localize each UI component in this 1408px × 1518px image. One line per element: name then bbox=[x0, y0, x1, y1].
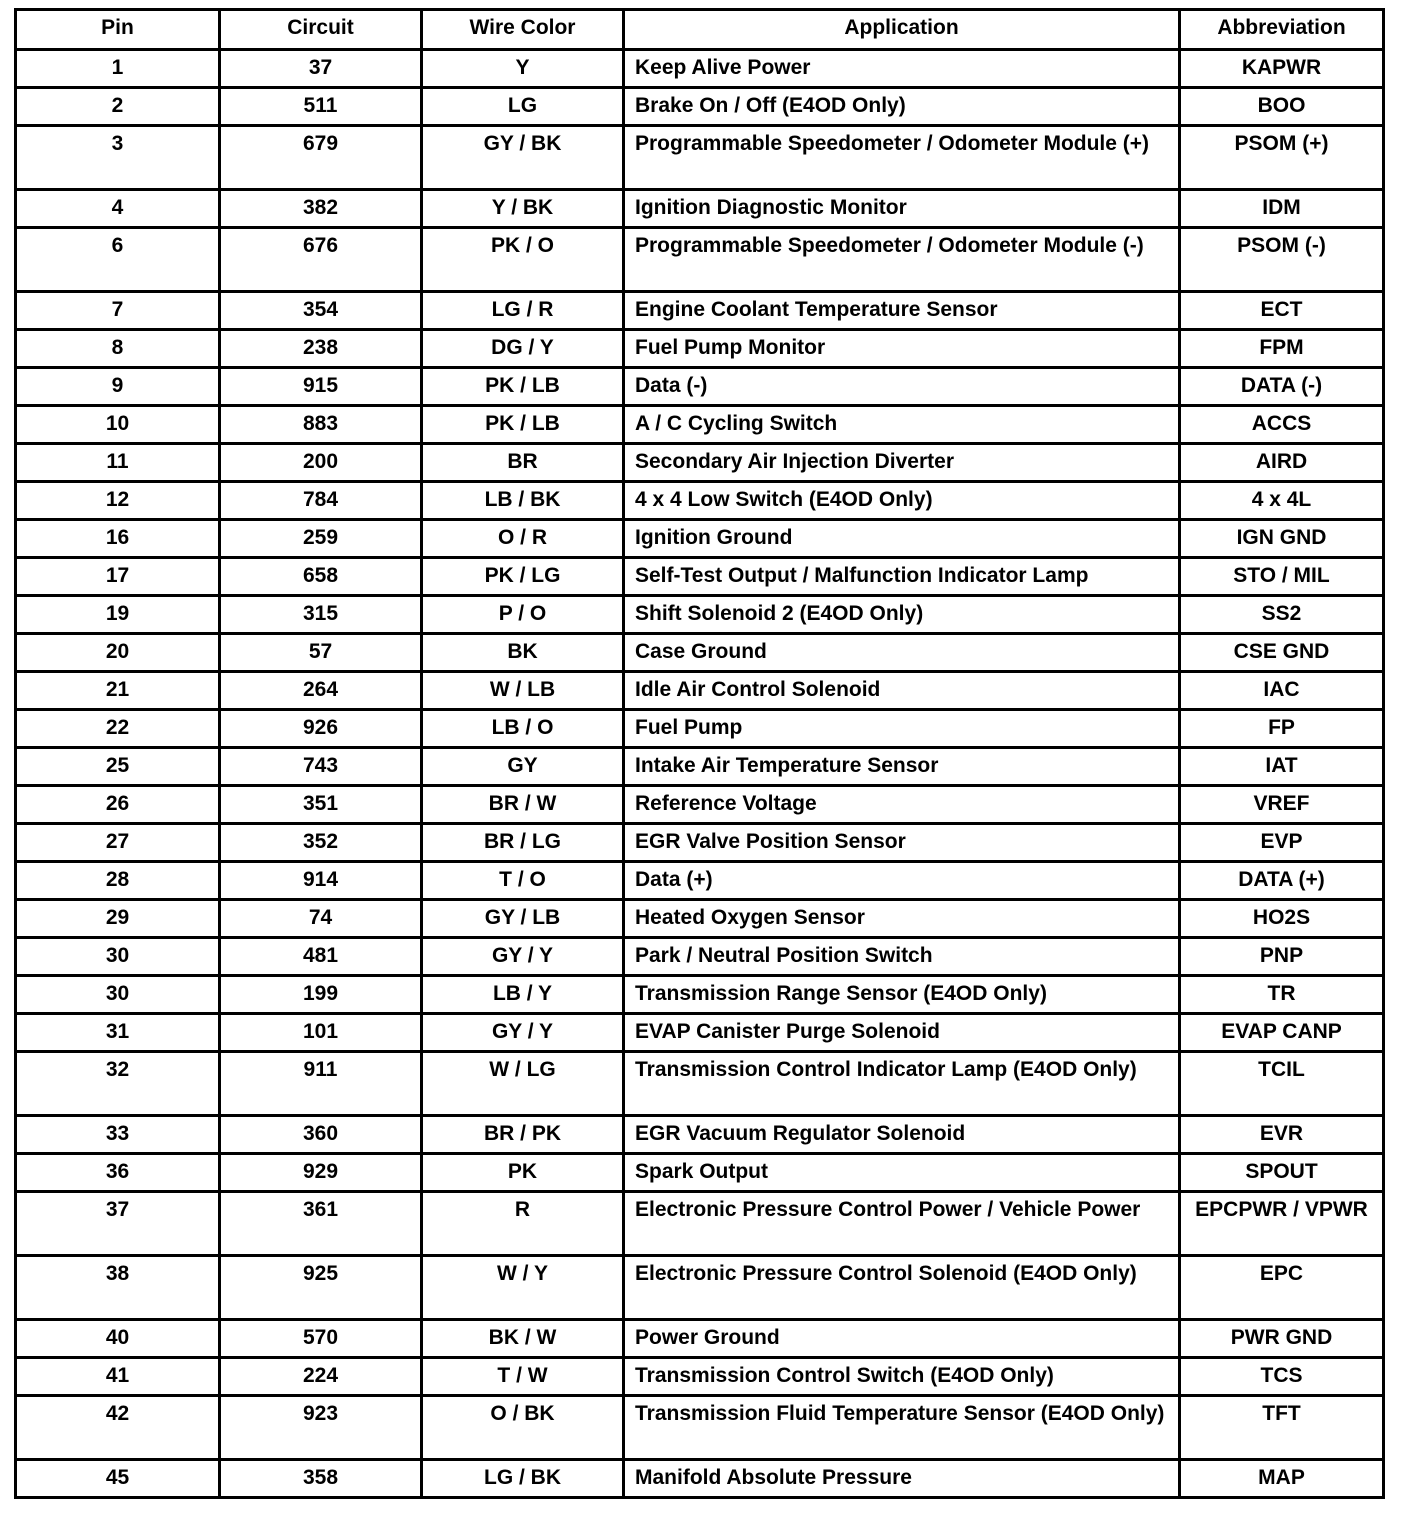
application-cell: Transmission Fluid Temperature Sensor (E4OD Only) bbox=[624, 1396, 1180, 1460]
pin-cell: 12 bbox=[16, 482, 220, 520]
circuit-cell: 259 bbox=[220, 520, 422, 558]
abbreviation-cell: MAP bbox=[1180, 1460, 1384, 1498]
abbreviation-cell: EVP bbox=[1180, 824, 1384, 862]
circuit-cell: 358 bbox=[220, 1460, 422, 1498]
pin-cell: 9 bbox=[16, 368, 220, 406]
table-row bbox=[16, 1014, 1384, 1052]
application-cell: Case Ground bbox=[624, 634, 1180, 672]
pin-cell: 25 bbox=[16, 748, 220, 786]
table-row bbox=[16, 190, 1384, 228]
abbreviation-cell: TCS bbox=[1180, 1358, 1384, 1396]
wire-color-cell: GY / Y bbox=[422, 1014, 624, 1052]
abbreviation-cell: FPM bbox=[1180, 330, 1384, 368]
table-row bbox=[16, 482, 1384, 520]
circuit-cell: 200 bbox=[220, 444, 422, 482]
circuit-cell: 676 bbox=[220, 228, 422, 292]
abbreviation-cell: IAT bbox=[1180, 748, 1384, 786]
application-cell: Electronic Pressure Control Power / Vehicle Power bbox=[624, 1192, 1180, 1256]
wire-color-cell: LG bbox=[422, 88, 624, 126]
circuit-cell: 37 bbox=[220, 50, 422, 88]
table-row bbox=[16, 710, 1384, 748]
header-row bbox=[16, 10, 1384, 50]
circuit-cell: 238 bbox=[220, 330, 422, 368]
application-cell: EVAP Canister Purge Solenoid bbox=[624, 1014, 1180, 1052]
wire-color-cell: P / O bbox=[422, 596, 624, 634]
pin-cell: 45 bbox=[16, 1460, 220, 1498]
application-cell: Programmable Speedometer / Odometer Module (+) bbox=[624, 126, 1180, 190]
application-cell: Programmable Speedometer / Odometer Module (-) bbox=[624, 228, 1180, 292]
pin-cell: 26 bbox=[16, 786, 220, 824]
header-wire-color: Wire Color bbox=[422, 10, 624, 50]
circuit-cell: 784 bbox=[220, 482, 422, 520]
wire-color-cell: LG / BK bbox=[422, 1460, 624, 1498]
pin-cell: 3 bbox=[16, 126, 220, 190]
pin-cell: 11 bbox=[16, 444, 220, 482]
circuit-cell: 101 bbox=[220, 1014, 422, 1052]
application-cell: Ignition Ground bbox=[624, 520, 1180, 558]
application-cell: A / C Cycling Switch bbox=[624, 406, 1180, 444]
circuit-cell: 923 bbox=[220, 1396, 422, 1460]
wire-color-cell: LB / O bbox=[422, 710, 624, 748]
table-header bbox=[16, 10, 1384, 50]
application-cell: Secondary Air Injection Diverter bbox=[624, 444, 1180, 482]
pin-cell: 36 bbox=[16, 1154, 220, 1192]
application-cell: Power Ground bbox=[624, 1320, 1180, 1358]
wire-color-cell: LG / R bbox=[422, 292, 624, 330]
application-cell: Ignition Diagnostic Monitor bbox=[624, 190, 1180, 228]
header-abbreviation: Abbreviation bbox=[1180, 10, 1384, 50]
application-cell: Engine Coolant Temperature Sensor bbox=[624, 292, 1180, 330]
abbreviation-cell: HO2S bbox=[1180, 900, 1384, 938]
application-cell: Data (-) bbox=[624, 368, 1180, 406]
abbreviation-cell: IAC bbox=[1180, 672, 1384, 710]
circuit-cell: 57 bbox=[220, 634, 422, 672]
pin-cell: 33 bbox=[16, 1116, 220, 1154]
table-row bbox=[16, 1256, 1384, 1320]
circuit-cell: 224 bbox=[220, 1358, 422, 1396]
table-row bbox=[16, 1192, 1384, 1256]
table-row bbox=[16, 1116, 1384, 1154]
abbreviation-cell: SS2 bbox=[1180, 596, 1384, 634]
header-circuit: Circuit bbox=[220, 10, 422, 50]
abbreviation-cell: KAPWR bbox=[1180, 50, 1384, 88]
pin-cell: 19 bbox=[16, 596, 220, 634]
pin-cell: 1 bbox=[16, 50, 220, 88]
pin-cell: 30 bbox=[16, 976, 220, 1014]
table-row bbox=[16, 1460, 1384, 1498]
application-cell: Transmission Control Switch (E4OD Only) bbox=[624, 1358, 1180, 1396]
abbreviation-cell: IGN GND bbox=[1180, 520, 1384, 558]
circuit-cell: 925 bbox=[220, 1256, 422, 1320]
application-cell: 4 x 4 Low Switch (E4OD Only) bbox=[624, 482, 1180, 520]
circuit-cell: 658 bbox=[220, 558, 422, 596]
application-cell: Transmission Control Indicator Lamp (E4OD Only) bbox=[624, 1052, 1180, 1116]
pin-cell: 32 bbox=[16, 1052, 220, 1116]
table-row bbox=[16, 520, 1384, 558]
circuit-cell: 351 bbox=[220, 786, 422, 824]
wire-color-cell: BR / W bbox=[422, 786, 624, 824]
circuit-cell: 883 bbox=[220, 406, 422, 444]
abbreviation-cell: BOO bbox=[1180, 88, 1384, 126]
application-cell: EGR Vacuum Regulator Solenoid bbox=[624, 1116, 1180, 1154]
table-row bbox=[16, 824, 1384, 862]
wire-color-cell: PK / LB bbox=[422, 406, 624, 444]
pin-cell: 31 bbox=[16, 1014, 220, 1052]
abbreviation-cell: 4 x 4L bbox=[1180, 482, 1384, 520]
circuit-cell: 679 bbox=[220, 126, 422, 190]
application-cell: Data (+) bbox=[624, 862, 1180, 900]
wire-color-cell: Y bbox=[422, 50, 624, 88]
circuit-cell: 926 bbox=[220, 710, 422, 748]
wire-color-cell: T / O bbox=[422, 862, 624, 900]
pin-connector-table bbox=[14, 8, 1385, 1499]
abbreviation-cell: EPC bbox=[1180, 1256, 1384, 1320]
application-cell: Self-Test Output / Malfunction Indicator Lamp bbox=[624, 558, 1180, 596]
table-row bbox=[16, 938, 1384, 976]
abbreviation-cell: CSE GND bbox=[1180, 634, 1384, 672]
pin-cell: 42 bbox=[16, 1396, 220, 1460]
abbreviation-cell: FP bbox=[1180, 710, 1384, 748]
pin-cell: 6 bbox=[16, 228, 220, 292]
table-row bbox=[16, 672, 1384, 710]
application-cell: EGR Valve Position Sensor bbox=[624, 824, 1180, 862]
abbreviation-cell: EVAP CANP bbox=[1180, 1014, 1384, 1052]
pin-cell: 29 bbox=[16, 900, 220, 938]
application-cell: Electronic Pressure Control Solenoid (E4OD Only) bbox=[624, 1256, 1180, 1320]
wire-color-cell: W / Y bbox=[422, 1256, 624, 1320]
wire-color-cell: W / LG bbox=[422, 1052, 624, 1116]
pin-cell: 27 bbox=[16, 824, 220, 862]
circuit-cell: 354 bbox=[220, 292, 422, 330]
application-cell: Transmission Range Sensor (E4OD Only) bbox=[624, 976, 1180, 1014]
circuit-cell: 382 bbox=[220, 190, 422, 228]
pin-cell: 38 bbox=[16, 1256, 220, 1320]
application-cell: Idle Air Control Solenoid bbox=[624, 672, 1180, 710]
pin-cell: 16 bbox=[16, 520, 220, 558]
abbreviation-cell: DATA (+) bbox=[1180, 862, 1384, 900]
header-pin: Pin bbox=[16, 10, 220, 50]
application-cell: Heated Oxygen Sensor bbox=[624, 900, 1180, 938]
wire-color-cell: O / R bbox=[422, 520, 624, 558]
table-row bbox=[16, 330, 1384, 368]
wire-color-cell: W / LB bbox=[422, 672, 624, 710]
table-row bbox=[16, 1052, 1384, 1116]
wire-color-cell: PK bbox=[422, 1154, 624, 1192]
circuit-cell: 315 bbox=[220, 596, 422, 634]
table-row bbox=[16, 634, 1384, 672]
circuit-cell: 929 bbox=[220, 1154, 422, 1192]
abbreviation-cell: VREF bbox=[1180, 786, 1384, 824]
pin-cell: 8 bbox=[16, 330, 220, 368]
wire-color-cell: LB / BK bbox=[422, 482, 624, 520]
circuit-cell: 511 bbox=[220, 88, 422, 126]
circuit-cell: 361 bbox=[220, 1192, 422, 1256]
abbreviation-cell: SPOUT bbox=[1180, 1154, 1384, 1192]
abbreviation-cell: PWR GND bbox=[1180, 1320, 1384, 1358]
abbreviation-cell: PSOM (-) bbox=[1180, 228, 1384, 292]
table-row bbox=[16, 1358, 1384, 1396]
abbreviation-cell: EPCPWR / VPWR bbox=[1180, 1192, 1384, 1256]
abbreviation-cell: IDM bbox=[1180, 190, 1384, 228]
application-cell: Reference Voltage bbox=[624, 786, 1180, 824]
circuit-cell: 199 bbox=[220, 976, 422, 1014]
circuit-cell: 264 bbox=[220, 672, 422, 710]
table-row bbox=[16, 900, 1384, 938]
table-row bbox=[16, 862, 1384, 900]
application-cell: Fuel Pump Monitor bbox=[624, 330, 1180, 368]
application-cell: Keep Alive Power bbox=[624, 50, 1180, 88]
header-application: Application bbox=[624, 10, 1180, 50]
circuit-cell: 911 bbox=[220, 1052, 422, 1116]
pin-cell: 22 bbox=[16, 710, 220, 748]
abbreviation-cell: EVR bbox=[1180, 1116, 1384, 1154]
abbreviation-cell: TR bbox=[1180, 976, 1384, 1014]
table-row bbox=[16, 406, 1384, 444]
application-cell: Brake On / Off (E4OD Only) bbox=[624, 88, 1180, 126]
table-row bbox=[16, 1396, 1384, 1460]
table-row bbox=[16, 444, 1384, 482]
pin-cell: 28 bbox=[16, 862, 220, 900]
pin-cell: 10 bbox=[16, 406, 220, 444]
wire-color-cell: PK / O bbox=[422, 228, 624, 292]
table-row bbox=[16, 368, 1384, 406]
wire-color-cell: BR / PK bbox=[422, 1116, 624, 1154]
wire-color-cell: BR / LG bbox=[422, 824, 624, 862]
wire-color-cell: BK / W bbox=[422, 1320, 624, 1358]
table-row bbox=[16, 596, 1384, 634]
wire-color-cell: GY / LB bbox=[422, 900, 624, 938]
circuit-cell: 914 bbox=[220, 862, 422, 900]
pin-cell: 41 bbox=[16, 1358, 220, 1396]
circuit-cell: 743 bbox=[220, 748, 422, 786]
abbreviation-cell: ACCS bbox=[1180, 406, 1384, 444]
table-body bbox=[16, 50, 1384, 1498]
table-row bbox=[16, 1320, 1384, 1358]
wire-color-cell: PK / LB bbox=[422, 368, 624, 406]
wire-color-cell: GY bbox=[422, 748, 624, 786]
application-cell: Spark Output bbox=[624, 1154, 1180, 1192]
abbreviation-cell: PNP bbox=[1180, 938, 1384, 976]
abbreviation-cell: PSOM (+) bbox=[1180, 126, 1384, 190]
abbreviation-cell: TFT bbox=[1180, 1396, 1384, 1460]
abbreviation-cell: DATA (-) bbox=[1180, 368, 1384, 406]
circuit-cell: 915 bbox=[220, 368, 422, 406]
circuit-cell: 481 bbox=[220, 938, 422, 976]
abbreviation-cell: TCIL bbox=[1180, 1052, 1384, 1116]
table-row bbox=[16, 88, 1384, 126]
abbreviation-cell: ECT bbox=[1180, 292, 1384, 330]
wire-color-cell: LB / Y bbox=[422, 976, 624, 1014]
wire-color-cell: PK / LG bbox=[422, 558, 624, 596]
application-cell: Intake Air Temperature Sensor bbox=[624, 748, 1180, 786]
circuit-cell: 570 bbox=[220, 1320, 422, 1358]
table-row bbox=[16, 1154, 1384, 1192]
table-row bbox=[16, 228, 1384, 292]
pin-cell: 40 bbox=[16, 1320, 220, 1358]
table-row bbox=[16, 748, 1384, 786]
circuit-cell: 360 bbox=[220, 1116, 422, 1154]
pin-cell: 21 bbox=[16, 672, 220, 710]
application-cell: Manifold Absolute Pressure bbox=[624, 1460, 1180, 1498]
application-cell: Shift Solenoid 2 (E4OD Only) bbox=[624, 596, 1180, 634]
table-row bbox=[16, 292, 1384, 330]
abbreviation-cell: STO / MIL bbox=[1180, 558, 1384, 596]
wire-color-cell: GY / BK bbox=[422, 126, 624, 190]
application-cell: Fuel Pump bbox=[624, 710, 1180, 748]
pin-cell: 17 bbox=[16, 558, 220, 596]
wire-color-cell: T / W bbox=[422, 1358, 624, 1396]
application-cell: Park / Neutral Position Switch bbox=[624, 938, 1180, 976]
pin-cell: 20 bbox=[16, 634, 220, 672]
wire-color-cell: GY / Y bbox=[422, 938, 624, 976]
wire-color-cell: BR bbox=[422, 444, 624, 482]
wire-color-cell: Y / BK bbox=[422, 190, 624, 228]
pin-cell: 7 bbox=[16, 292, 220, 330]
pin-cell: 4 bbox=[16, 190, 220, 228]
circuit-cell: 352 bbox=[220, 824, 422, 862]
pin-cell: 2 bbox=[16, 88, 220, 126]
table-row bbox=[16, 558, 1384, 596]
table-row bbox=[16, 126, 1384, 190]
circuit-cell: 74 bbox=[220, 900, 422, 938]
wire-color-cell: O / BK bbox=[422, 1396, 624, 1460]
table-row bbox=[16, 50, 1384, 88]
pin-cell: 37 bbox=[16, 1192, 220, 1256]
table-row bbox=[16, 976, 1384, 1014]
table-row bbox=[16, 786, 1384, 824]
wire-color-cell: BK bbox=[422, 634, 624, 672]
abbreviation-cell: AIRD bbox=[1180, 444, 1384, 482]
wire-color-cell: DG / Y bbox=[422, 330, 624, 368]
wire-color-cell: R bbox=[422, 1192, 624, 1256]
pin-cell: 30 bbox=[16, 938, 220, 976]
